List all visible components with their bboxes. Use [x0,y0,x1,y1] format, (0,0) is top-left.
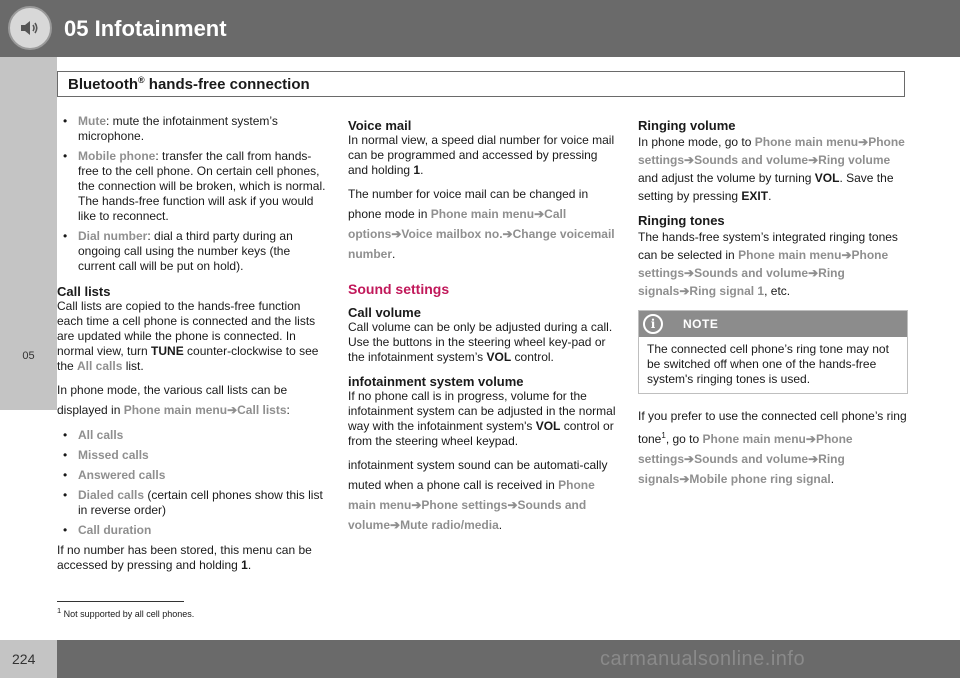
arrow-right-icon: ➔ [390,518,401,532]
mute-paragraph: infotainment system sound can be automati-cally muted when a phone call is received in Phone main menu➔Phone settings➔Sounds and volume➔Mute radio/media. [348,458,608,532]
voice-mail-change-paragraph: The number for voice mail can be changed in phone mode in Phone main menu➔Call options➔Voice mailbox no.➔Change voicemail number. [348,187,615,261]
arrow-right-icon: ➔ [411,498,422,512]
arrow-right-icon: ➔ [534,207,545,221]
arrow-right-icon: ➔ [507,498,518,512]
call-options-list [57,114,327,274]
list-item: • All calls [57,428,327,443]
footnote: $^1$ Not supported by all cell phones. [57,606,195,619]
section-header [57,71,905,97]
call-lists-list [57,428,327,538]
arrow-right-icon: ➔ [841,248,852,262]
list-item: • Dial number: dial a third party during an ongoing call using the number keys (the current call will be put on hold). [57,229,327,274]
arrow-right-icon: ➔ [684,153,695,167]
arrow-right-icon: ➔ [684,266,695,280]
ringing-tones-heading: Ringing tones [638,213,725,228]
system-volume-paragraph: If no phone call is in progress, volume for the infotainment system can be adjusted in the normal way with the infotainment system's VOL control or from the steering wheel keypad. [348,389,616,448]
arrow-right-icon: ➔ [808,452,819,466]
voice-mail-paragraph: In normal view, a speed dial number for voice mail can be programmed and accessed by pressing and holding 1. [348,133,615,177]
arrow-right-icon: ➔ [684,452,695,466]
call-volume-heading: Call volume [348,305,421,320]
call-lists-paragraph: Call lists are copied to the hands-free function each time a cell phone is connected and the lists are updated while the phone is connected. In normal view, turn TUNE counter-clockwise to see the All calls list. [57,299,319,373]
arrow-right-icon: ➔ [808,266,819,280]
arrow-right-icon: ➔ [805,432,816,446]
note-box [638,310,908,394]
call-lists-heading: Call lists [57,284,111,299]
speaker-icon [8,6,52,50]
info-icon: i [643,314,663,334]
arrow-right-icon: ➔ [679,284,690,298]
column-2 [348,114,616,541]
call-lists-menu-paragraph: In phone mode, the various call lists can be displayed in Phone main menu➔Call lists: [57,383,290,417]
column-3 [638,114,908,495]
sidebar-chapter-number: 05 [22,350,35,362]
call-volume-paragraph: Call volume can be only be adjusted during a call. Use the buttons in the steering wheel key-pad or the infotainment system’s VOL control. [348,320,613,364]
list-item: • Answered calls [57,468,327,483]
list-item: • Missed calls [57,448,327,463]
column-1 [57,114,327,579]
no-number-paragraph: If no number has been stored, this menu can be accessed by pressing and holding 1. [57,543,312,572]
arrow-right-icon: ➔ [502,227,513,241]
list-item: • Dialed calls (certain cell phones show this list in reverse order) [57,488,327,518]
arrow-right-icon: ➔ [858,135,869,149]
footnote-divider [57,601,184,602]
ringing-tones-paragraph: The hands-free system’s integrated ringing tones can be selected in Phone main menu➔Phone settings➔Sounds and volume➔Ring signals➔Ring signal 1, etc. [638,230,898,298]
page-number: 224 [12,651,36,667]
watermark: carmanualsonline.info [600,648,806,670]
list-item: • Call duration [57,523,327,538]
chapter-title: 05 Infotainment [64,16,227,41]
ring-tone-paragraph: If you prefer to use the connected cell phone’s ring tone$^1$, go to Phone main menu➔Phone settings➔Sounds and volume➔Ring signals➔Mobile phone ring signal. [638,409,907,486]
arrow-right-icon: ➔ [679,472,690,486]
section-title: Bluetooth® hands-free connection [68,75,310,93]
list-item: • Mute: mute the infotainment system’s microphone. [57,114,327,144]
chapter-header [0,0,960,57]
voice-mail-heading: Voice mail [348,118,412,133]
note-label: NOTE [683,317,719,331]
arrow-right-icon: ➔ [227,403,238,417]
list-item: • Mobile phone: transfer the call from hands-free to the cell phone. On certain cell phones, the connection will be broken, which is normal. The hands-free function will ask if you would like to reconnect. [57,149,327,224]
system-volume-heading: infotainment system volume [348,374,524,389]
sound-settings-heading: Sound settings [348,281,450,297]
ringing-volume-paragraph: In phone mode, go to Phone main menu➔Phone settings➔Sounds and volume➔Ring volume and adjust the volume by turning VOL. Save the setting by pressing EXIT. [638,135,905,203]
ringing-volume-heading: Ringing volume [638,118,736,133]
arrow-right-icon: ➔ [391,227,402,241]
arrow-right-icon: ➔ [808,153,819,167]
note-header [639,311,907,337]
page-footer [0,640,960,678]
note-text: The connected cell phone’s ring tone may not be switched off when one of the hands-free system's ringing tones is used. [647,342,889,386]
